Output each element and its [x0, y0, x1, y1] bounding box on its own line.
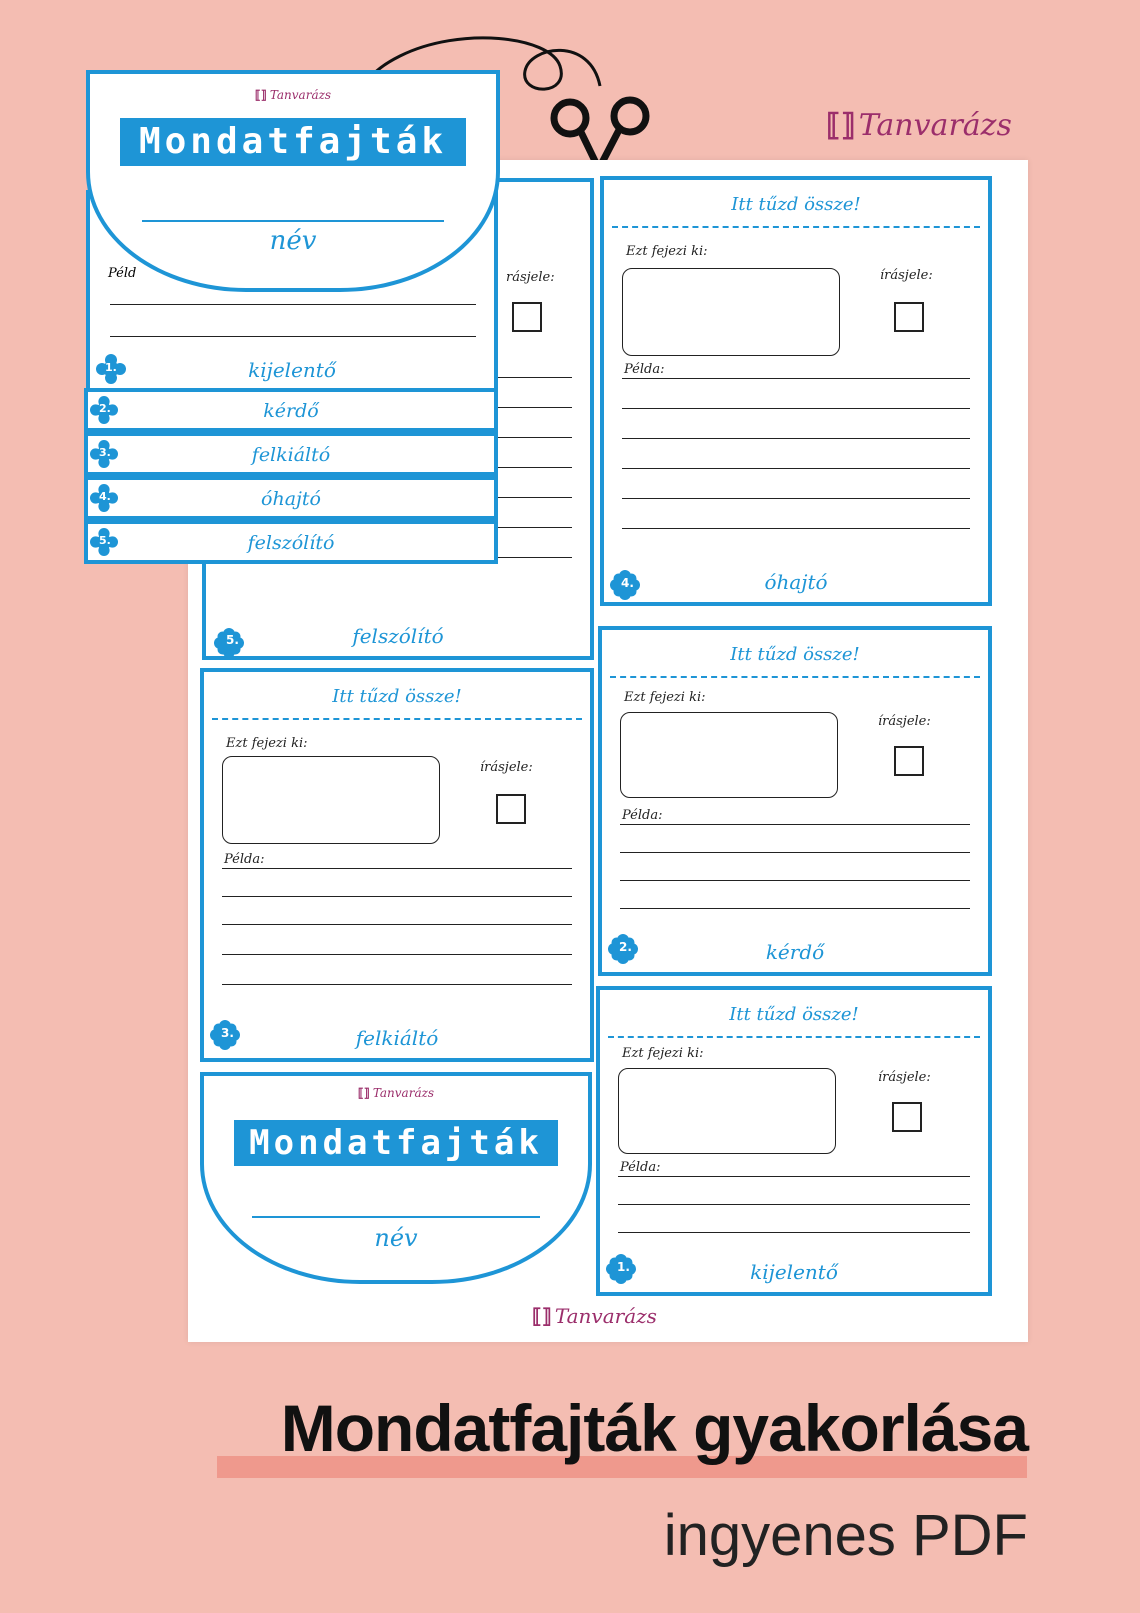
card-type-label: felszólító: [352, 624, 444, 648]
card-type-label: kérdő: [765, 940, 825, 964]
example-line: [620, 824, 970, 825]
example-line: [620, 880, 970, 881]
brand-text: Tanvarázs: [858, 108, 1012, 143]
example-line: [222, 868, 572, 869]
example-label: Példa:: [620, 1160, 661, 1175]
card-ohajto: [600, 176, 992, 606]
expresses-box: [222, 756, 440, 844]
card-type-label: óhajtó: [764, 570, 828, 594]
example-line: [622, 408, 970, 409]
punctuation-box: [894, 746, 924, 776]
staple-label: Itt tűzd össze!: [731, 194, 861, 215]
example-line: [622, 528, 970, 529]
card-number: 4.: [621, 576, 634, 590]
example-line: [620, 852, 970, 853]
cover-title: Mondatfajták: [234, 1120, 558, 1166]
card-number: 1.: [617, 1260, 630, 1274]
footer-brand: [532, 1304, 657, 1328]
name-line: [252, 1216, 540, 1218]
brand-text: Tanvarázs: [269, 88, 332, 102]
example-line: [618, 1204, 970, 1205]
punctuation-box: [894, 302, 924, 332]
card-kerdo: [598, 626, 992, 976]
example-label: Példa:: [624, 362, 665, 377]
example-line: [222, 954, 572, 955]
tab-number: 5.: [99, 534, 111, 547]
tab-label: felkiáltó: [251, 444, 331, 466]
tab-label: felszólító: [247, 532, 335, 554]
punctuation-box: [892, 1102, 922, 1132]
staple-label: Itt tűzd össze!: [730, 644, 860, 665]
example-line: [622, 498, 970, 499]
staple-dashed-line: [212, 718, 582, 720]
example-line: [222, 924, 572, 925]
brand-text: Tanvarázs: [554, 1304, 657, 1328]
tab-label: óhajtó: [261, 488, 321, 510]
expresses-label: Ezt fejezi ki:: [624, 690, 706, 705]
example-label: Példa:: [622, 808, 663, 823]
staple-dashed-line: [612, 226, 980, 228]
card-kijelento: [596, 986, 992, 1296]
expresses-label: Ezt fejezi ki:: [622, 1046, 704, 1061]
name-label: név: [269, 226, 317, 256]
cover-brand: [90, 88, 496, 102]
card-number: 5.: [226, 633, 239, 647]
book-icon: ⟦⟧: [532, 1304, 552, 1328]
example-line: [622, 378, 970, 379]
example-line: [622, 468, 970, 469]
example-label: Példa:: [224, 852, 265, 867]
punctuation-box: [512, 302, 542, 332]
example-line: [622, 438, 970, 439]
expresses-label: Ezt fejezi ki:: [226, 736, 308, 751]
punctuation-box: [496, 794, 526, 824]
example-line: [222, 984, 572, 985]
example-line: [618, 1232, 970, 1233]
page-title: Mondatfajták gyakorlása: [280, 1391, 1028, 1465]
staple-label: Itt tűzd össze!: [332, 686, 462, 707]
example-line: [110, 304, 476, 305]
card-number: 2.: [619, 940, 632, 954]
example-line: [618, 1176, 970, 1177]
tab-label: kijelentő: [248, 358, 336, 382]
punctuation-label: rásjele:: [506, 270, 555, 285]
punctuation-label: írásjele:: [878, 714, 931, 729]
book-icon: ⟦⟧: [357, 1086, 370, 1100]
tab-number: 1.: [105, 361, 117, 374]
punctuation-label: írásjele:: [880, 268, 933, 283]
expresses-box: [622, 268, 840, 356]
booklet-cover: [86, 70, 500, 292]
tab-label: kérdő: [263, 400, 319, 422]
card-number: 3.: [221, 1026, 234, 1040]
expresses-box: [620, 712, 838, 798]
cover-bottom: [200, 1072, 592, 1284]
name-label: név: [374, 1224, 418, 1252]
book-icon: ⟦⟧: [254, 88, 267, 102]
cover-title: Mondatfajták: [120, 118, 466, 166]
booklet-tab-4: [84, 476, 498, 520]
booklet-tab-3: [84, 432, 498, 476]
example-line: [620, 908, 970, 909]
staple-dashed-line: [610, 676, 980, 678]
staple-dashed-line: [608, 1036, 980, 1038]
punctuation-label: írásjele:: [480, 760, 533, 775]
brand-logo: [826, 108, 1012, 143]
card-felkialto: [200, 668, 594, 1062]
punctuation-label: írásjele:: [878, 1070, 931, 1085]
name-line: [142, 220, 444, 222]
tab-number: 3.: [99, 446, 111, 459]
booklet-tab-5: [84, 520, 498, 564]
cover-brand: [204, 1086, 588, 1100]
expresses-box: [618, 1068, 836, 1154]
card-type-label: kijelentő: [750, 1260, 838, 1284]
expresses-label: Ezt fejezi ki:: [626, 244, 708, 259]
tab-number: 4.: [99, 490, 111, 503]
example-line: [222, 896, 572, 897]
card-type-label: felkiáltó: [355, 1026, 439, 1050]
booklet-tab-2: [84, 388, 498, 432]
brand-text: Tanvarázs: [372, 1086, 435, 1100]
tab-number: 2.: [99, 402, 111, 415]
example-label: Péld: [108, 266, 137, 281]
example-line: [110, 336, 476, 337]
book-icon: ⟦⟧: [826, 108, 856, 143]
page-subtitle: ingyenes PDF: [663, 1503, 1028, 1568]
staple-label: Itt tűzd össze!: [729, 1004, 859, 1025]
